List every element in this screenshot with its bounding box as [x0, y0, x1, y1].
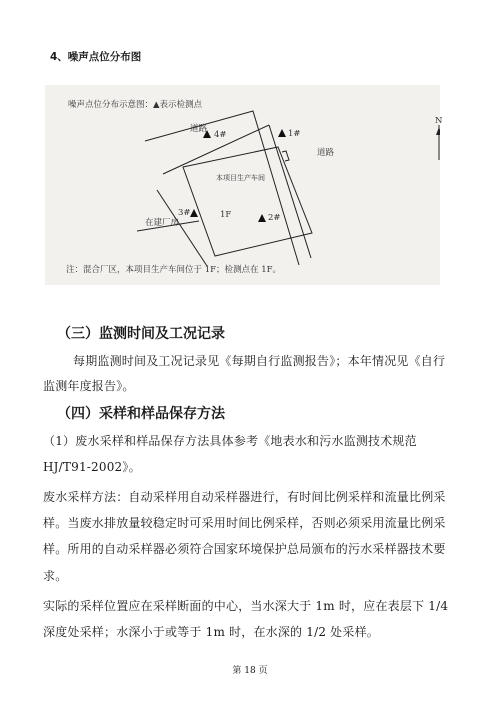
neighbor-line	[157, 190, 207, 266]
road-top-label: 道路	[190, 124, 208, 134]
map-note: 注：混合厂区，本项目生产车间位于 1F；检测点在 1F。	[66, 265, 282, 275]
section4-para2-line-1: 废水采样方法：自动采样用自动采样器进行，有时间比例采样和流量比例采	[43, 490, 446, 504]
point-2-marker	[258, 214, 266, 222]
section3-line-2: 监测年度报告》。	[43, 379, 135, 393]
neighbor-label: 在建厂房	[145, 218, 180, 228]
section4-para2-line-4: 求。	[43, 569, 68, 583]
section4-para3-line-1: 实际的采样位置应在采样断面的中心，当水深大于 1m 时，应在表层下 1/4	[43, 599, 449, 613]
page-number: 第 18 页	[232, 666, 268, 676]
section3-line-1: 每期监测时间及工况记录见《每期自行监测报告》；本年情况见《自行	[73, 354, 446, 368]
building-label: 本项目生产车间	[216, 174, 265, 182]
noise-map-drawing	[45, 85, 443, 285]
section4-para3-line-2: 深度处采样；水深小于或等于 1m 时，在水深的 1/2 处采样。	[43, 625, 379, 639]
section3-heading: （三）监测时间及工况记录	[57, 326, 225, 342]
floor-label: 1F	[220, 210, 232, 220]
point-3-label: 3#	[178, 208, 191, 218]
north-arrow-head	[436, 127, 440, 135]
map-legend: 噪声点位分布示意图：▲表示检测点	[68, 100, 203, 110]
section4-heading: （四）采样和样品保存方法	[57, 406, 225, 422]
point-4-label: 4#	[214, 130, 227, 140]
north-label: N	[435, 116, 443, 126]
section4-para2-line-2: 样。当废水排放量较稳定时可采用时间比例采样，否则必须采用流量比例采	[43, 516, 446, 530]
section4-para1-line-1: （1）废水采样和样品保存方法具体参考《地表水和污水监测技术规范	[43, 434, 417, 448]
point-2-label: 2#	[268, 213, 281, 223]
road-right-label: 道路	[317, 148, 335, 158]
section4-para2-line-3: 样。所用的自动采样器必须符合国家环境保护总局颁布的污水采样器技术要	[43, 542, 446, 556]
point-1-marker	[278, 129, 286, 137]
section-title: 4、噪声点位分布图	[50, 51, 142, 63]
section4-para1-line-2: HJ/T91-2002》。	[43, 460, 141, 474]
point-1-label: 1#	[288, 129, 301, 139]
point-3-marker	[190, 209, 198, 217]
